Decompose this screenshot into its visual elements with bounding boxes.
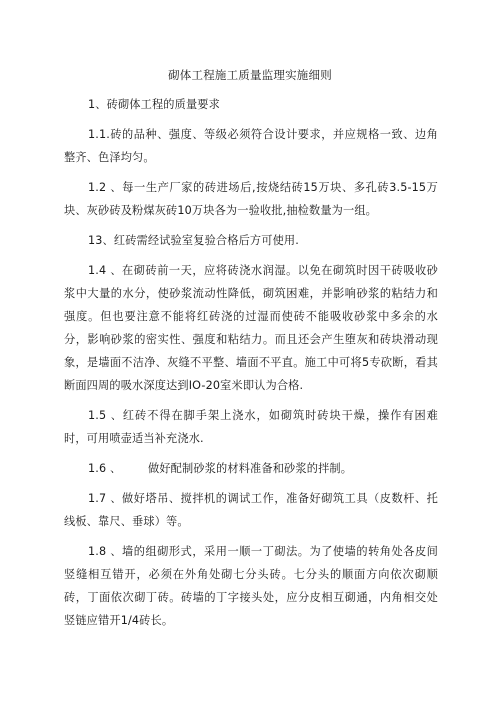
section-heading: 1、砖砌体工程的质量要求 bbox=[88, 98, 220, 111]
document-body bbox=[64, 93, 438, 639]
paragraph-1-7: 1.7 、做好塔吊、搅拌机的调试工作，准备好砌筑工具（皮数杆、托线板、靠尺、垂球）等。 bbox=[64, 492, 438, 528]
paragraph-1-1: 1.1.砖的品种、强度、等级必须符合设计要求，并应规格一致、边角整齐、色泽均匀。 bbox=[64, 128, 438, 164]
document-title: 砌体工程施工质量监理实施细则 bbox=[168, 68, 332, 82]
paragraph-1-2: 1.2 、每一生产厂家的砖进场后,按烧结砖15万块、多孔砖3.5-15万块、灰砂砖及粉煤灰砖10万块各为一验收批,抽检数量为一组。 bbox=[64, 181, 438, 217]
paragraph-1-3: 13、红砖需经试验室复验合格后方可使用. bbox=[88, 234, 299, 247]
paragraph-1-4: 1.4 、在砌砖前一天，应将砖浇水润湿。以免在砌筑时因干砖吸收砂浆中大量的水分，使砂浆流动性降低，砌筑困难，并影响砂浆的粘结力和强度。但也要注意不能将红砖浇的过湿而使砖不能吸收砂浆中多余的水分，影响砂浆的密实性、强度和粘结力。而且还会产生堕灰和砖块滑动现象，是墙面不洁净、灰缝不平整、墙面不平直。施工中可将5专砍断，看其断面四周的吸水深度达到IO-20室米即认为合格. bbox=[64, 264, 438, 392]
paragraph-1-8: 1.8 、墙的组砌形式，采用一顺一丁砌法。为了使墙的转角处各皮间竖缝相互错开，必须在外角处砌七分头砖。七分头的顺面方向依次砌顺砖，丁面依次砌丁砖。砖墙的丁字接头处，应分皮相互砌通，内角相交处竖链应错开1/4砖长。 bbox=[64, 545, 438, 627]
paragraph-1-6-text: 做好配制砂浆的材料准备和砂浆的拌制。 bbox=[148, 462, 353, 475]
paragraph-1-6 bbox=[64, 457, 438, 480]
paragraph-1-6-number: 1.6 、 bbox=[88, 462, 122, 475]
paragraph-1-5: 1.5 、红砖不得在脚手架上浇水，如砌筑时砖块干燥，操作有困难时，可用喷壶适当补充浇水. bbox=[64, 409, 438, 445]
